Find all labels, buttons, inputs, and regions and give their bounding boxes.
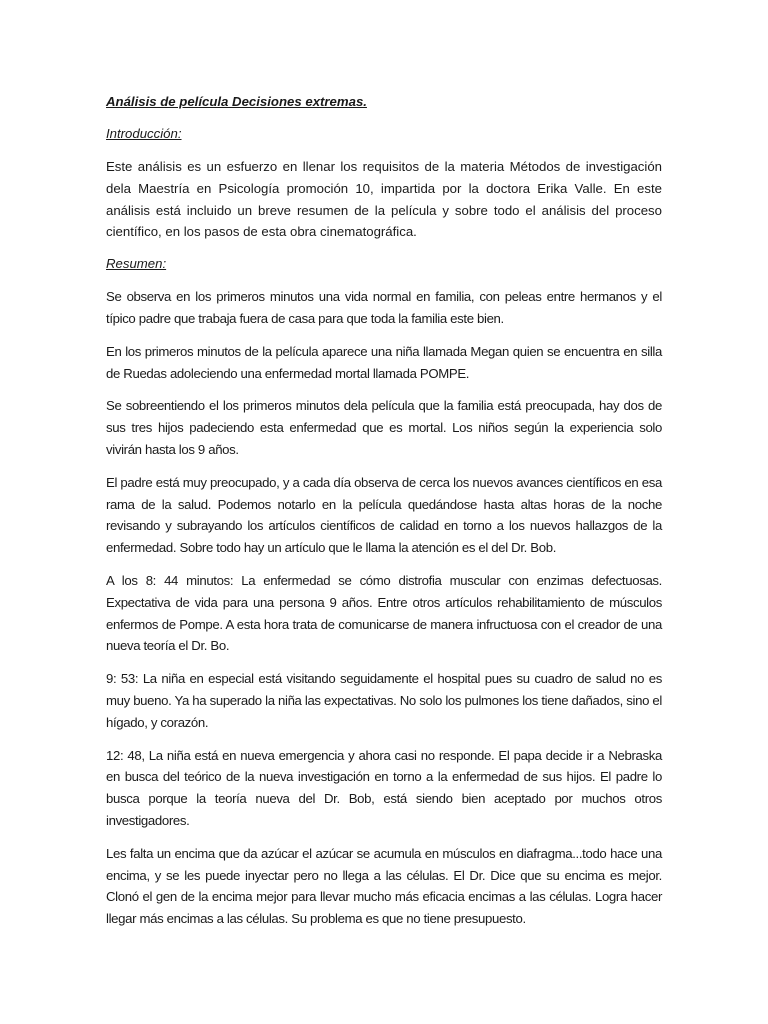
intro-heading: Introducción: [106,126,182,141]
intro-paragraph: Este análisis es un esfuerzo en llenar los requisitos de la materia Métodos de investigación dela Maestría en Psicología promoción 10, impartida por la doctora Erika Valle. En este análisis está incluido un breve resumen de la película y sobre todo el análisis del proceso científico, en los pasos de esta obra cinematográfica. [106,159,662,240]
summary-paragraph: 12: 48, La niña está en nueva emergencia y ahora casi no responde. El papa decide ir a Nebraska en busca del teórico de la nueva investigación en torno a la enfermedad de sus hijos. El padre lo busca porque la teoría nueva del Dr. Bob, está siendo bien aceptado por muchos otros investigadores. [106,747,662,828]
summary-paragraph: Les falta un encima que da azúcar el azúcar se acumula en músculos en diafragma...todo hace una encima, y se les puede inyectar pero no llega a las células. El Dr. Dice que su encima es mejor. Clonó el gen de la encima mejor para llevar mucho más eficacia encimas a las células. Logra hacer llegar más encimas a las células. Su problema es que no tiene presupuesto. [106,845,662,927]
document-title: Análisis de película Decisiones extremas. [106,94,367,109]
summary-paragraph: Se sobreentiendo el los primeros minutos dela película que la familia está preocupada, hay dos de sus tres hijos padeciendo esta enfermedad que es mortal. Los niños según la experiencia solo vivirán hasta los 9 años. [106,398,662,457]
summary-heading: Resumen: [106,256,167,272]
summary-paragraph: El padre está muy preocupado, y a cada día observa de cerca los nuevos avances científicos en esa rama de la salud. Podemos notarlo en la película quedándose hasta altas horas de la noche revisando y subrayando los artículos científicos de calidad en torno a los nuevos hallazgos de la enfermedad. Sobre todo hay un artículo que le llama la atención es el del Dr. Bob. [106,474,662,556]
summary-paragraph: En los primeros minutos de la película aparece una niña llamada Megan quien se encuentra en silla de Ruedas adoleciendo una enfermedad mortal llamada POMPE. [106,343,662,381]
summary-paragraph: 9: 53: La niña en especial está visitando seguidamente el hospital pues su cuadro de salud no es muy bueno. Ya ha superado la niña las expectativas. No solo los pulmones los tiene dañados, sino el hígado, y corazón. [106,671,662,730]
summary-paragraph: Se observa en los primeros minutos una vida normal en familia, con peleas entre hermanos y el típico padre que trabaja fuera de casa para que toda la familia este bien. [106,289,662,326]
document-body [106,92,662,941]
summary-paragraph: A los 8: 44 minutos: La enfermedad se cómo distrofia muscular con enzimas defectuosas. Expectativa de vida para una persona 9 años. Entre otros artículos rehabilitamiento de músculos enfermos de Pompe. A esta hora trata de comunicarse de manera infructuosa con el creador de una nueva teoría el Dr. Bo. [106,572,662,654]
